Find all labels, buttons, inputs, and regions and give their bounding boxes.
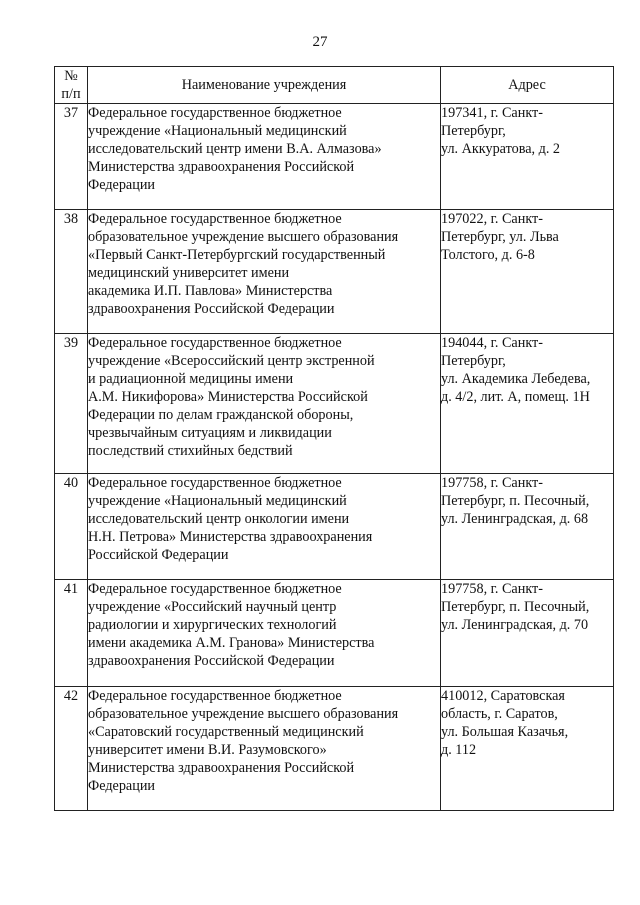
institution-name — [88, 104, 441, 210]
name-line: учреждение «Национальный медицинский — [88, 123, 347, 139]
row-number: 40 — [55, 474, 88, 580]
name-line: учреждение «Всероссийский центр экстренной — [88, 353, 375, 369]
table-row — [55, 474, 614, 580]
address-line: д. 112 — [441, 742, 477, 758]
address-line: Петербург, — [441, 353, 506, 369]
page-number: 27 — [312, 34, 328, 50]
name-line: медицинский университет имени — [88, 265, 290, 281]
address-line: ул. Ленинградская, д. 68 — [441, 511, 589, 527]
row-number: 41 — [55, 580, 88, 687]
name-line: Н.Н. Петрова» Министерства здравоохранения — [88, 529, 373, 545]
name-line: Министерства здравоохранения Российской — [88, 159, 355, 175]
name-line: имени академика А.М. Гранова» Министерства — [88, 635, 375, 651]
header-name: Наименование учреждения — [88, 67, 441, 104]
address-line: ул. Большая Казачья, — [441, 724, 569, 740]
name-line: «Саратовский государственный медицинский — [88, 724, 364, 740]
table-row — [55, 104, 614, 210]
address-line: Петербург, — [441, 123, 506, 139]
name-line: учреждение «Российский научный центр — [88, 599, 337, 615]
institution-address — [441, 580, 614, 687]
name-line: образовательное учреждение высшего образования — [88, 229, 399, 245]
name-line: Федерации по делам гражданской обороны, — [88, 407, 354, 423]
row-number: 39 — [55, 334, 88, 474]
table-header-row — [55, 67, 614, 104]
institution-name — [88, 210, 441, 334]
address-line: 197022, г. Санкт- — [441, 211, 543, 227]
institution-address — [441, 210, 614, 334]
institution-name — [88, 474, 441, 580]
name-line: образовательное учреждение высшего образования — [88, 706, 399, 722]
name-line: здравоохранения Российской Федерации — [88, 301, 335, 317]
name-line: Федеральное государственное бюджетное — [88, 105, 342, 121]
address-line: Петербург, п. Песочный, — [441, 599, 590, 615]
name-line: здравоохранения Российской Федерации — [88, 653, 335, 669]
institution-address — [441, 474, 614, 580]
address-line: 197758, г. Санкт- — [441, 581, 543, 597]
name-line: Федеральное государственное бюджетное — [88, 581, 342, 597]
address-line: ул. Аккуратова, д. 2 — [441, 141, 561, 157]
address-line: Петербург, п. Песочный, — [441, 493, 590, 509]
institution-name — [88, 687, 441, 811]
address-line: область, г. Саратов, — [441, 706, 558, 722]
address-line: ул. Академика Лебедева, — [441, 371, 591, 387]
name-line: Федеральное государственное бюджетное — [88, 335, 342, 351]
table-row — [55, 580, 614, 687]
name-line: Федеральное государственное бюджетное — [88, 688, 342, 704]
name-line: Федерации — [88, 778, 156, 794]
name-line: Российской Федерации — [88, 547, 229, 563]
address-line: 197341, г. Санкт- — [441, 105, 543, 121]
name-line: Федерации — [88, 177, 156, 193]
header-number-abbr: п/п — [61, 86, 81, 102]
address-line: 194044, г. Санкт- — [441, 335, 543, 351]
address-line: ул. Ленинградская, д. 70 — [441, 617, 589, 633]
address-line: 410012, Саратовская — [441, 688, 565, 704]
row-number: 37 — [55, 104, 88, 210]
name-line: и радиационной медицины имени — [88, 371, 294, 387]
header-number — [55, 67, 88, 104]
address-line: Петербург, ул. Льва — [441, 229, 559, 245]
table-row — [55, 210, 614, 334]
institution-address — [441, 104, 614, 210]
address-line: Толстого, д. 6-8 — [441, 247, 535, 263]
name-line: академика И.П. Павлова» Министерства — [88, 283, 333, 299]
name-line: А.М. Никифорова» Министерства Российской — [88, 389, 368, 405]
row-number: 38 — [55, 210, 88, 334]
institution-address — [441, 687, 614, 811]
institutions-table — [54, 66, 614, 811]
row-number: 42 — [55, 687, 88, 811]
table-row — [55, 334, 614, 474]
header-address: Адрес — [441, 67, 614, 104]
name-line: исследовательский центр онкологии имени — [88, 511, 350, 527]
name-line: учреждение «Национальный медицинский — [88, 493, 347, 509]
name-line: радиологии и хирургических технологий — [88, 617, 337, 633]
name-line: исследовательский центр имени В.А. Алмазова» — [88, 141, 382, 157]
institution-name — [88, 580, 441, 687]
table-body — [55, 104, 614, 811]
address-line: 197758, г. Санкт- — [441, 475, 543, 491]
institution-name — [88, 334, 441, 474]
name-line: последствий стихийных бедствий — [88, 443, 293, 459]
name-line: университет имени В.И. Разумовского» — [88, 742, 327, 758]
institution-address — [441, 334, 614, 474]
address-line: д. 4/2, лит. А, помещ. 1Н — [441, 389, 590, 405]
table-row — [55, 687, 614, 811]
header-number-symbol: № — [64, 68, 78, 84]
name-line: Федеральное государственное бюджетное — [88, 475, 342, 491]
name-line: «Первый Санкт-Петербургский государственный — [88, 247, 386, 263]
name-line: Министерства здравоохранения Российской — [88, 760, 355, 776]
name-line: Федеральное государственное бюджетное — [88, 211, 342, 227]
name-line: чрезвычайным ситуациям и ликвидации — [88, 425, 332, 441]
